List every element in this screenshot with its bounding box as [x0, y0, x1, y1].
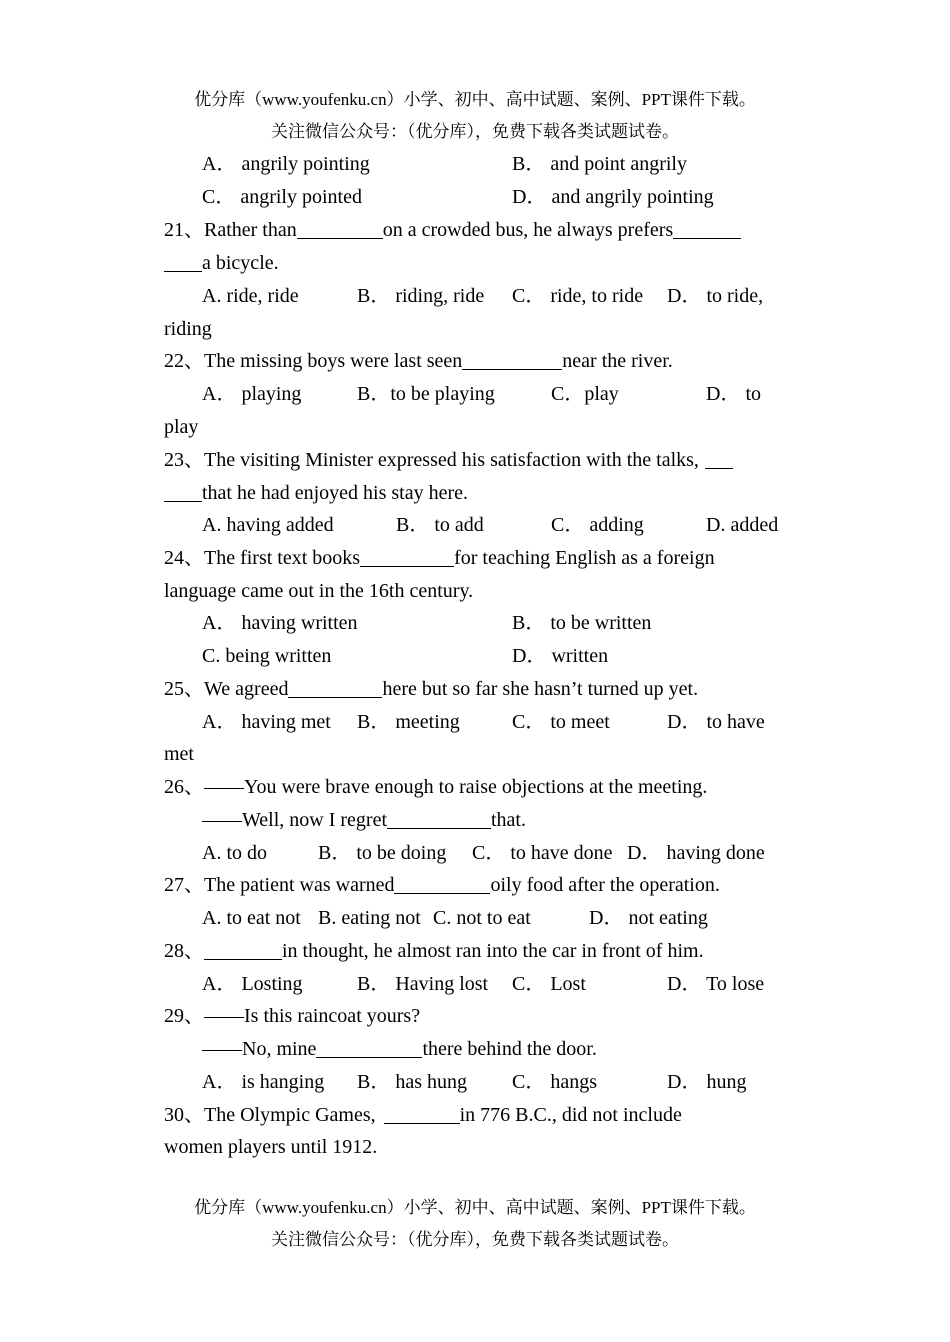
q25-stem: [164, 677, 698, 701]
q23-stem-part-1: The visiting Minister expressed his satisfaction with the talks,: [204, 449, 699, 471]
q23-option-b: B． to add: [396, 514, 484, 536]
q30-stem-continued: women players until 1912.: [164, 1136, 378, 1158]
q23-number: 23、: [164, 449, 204, 471]
header-line-2: 关注微信公众号：（优分库），免费下载各类试题试卷。: [271, 122, 679, 141]
q29-stem-part-1: ——Is this raincoat yours?: [204, 1005, 421, 1027]
q24-option-b: B． to be written: [512, 612, 652, 634]
q24-stem-part-2: for teaching English as a foreign: [454, 547, 715, 569]
q21-stem: [164, 218, 741, 242]
q26-stem-part-1: ——You were brave enough to raise objections at the meeting.: [204, 776, 708, 798]
q24-stem-continued: language came out in the 16th century.: [164, 580, 474, 602]
footer-line-1: 优分库（www.youfenku.cn）小学、初中、高中试题、案例、PPT课件下载。: [194, 1198, 756, 1217]
q29-stem-part-2: ——No, mine: [202, 1038, 317, 1060]
q24-stem-part-1: The first text books: [204, 547, 361, 569]
q29-option-a: A． is hanging: [202, 1071, 325, 1093]
q27-number: 27、: [164, 874, 204, 896]
q24-option-d: D． written: [512, 645, 609, 667]
q27-stem-part-1: The patient was warned: [204, 874, 395, 896]
q27-option-a: A. to eat not: [202, 907, 301, 929]
q26-number: 26、: [164, 776, 204, 798]
q22-option-b: B．to be playing: [357, 383, 495, 405]
q25-option-d-wrap: met: [164, 743, 194, 765]
q22-stem-part-1: The missing boys were last seen: [204, 350, 463, 372]
q20-option-d: D． and angrily pointing: [512, 186, 714, 208]
q21-blank-2: [673, 218, 741, 239]
q21-option-c: C． ride, to ride: [512, 285, 644, 307]
header-line-1: 优分库（www.youfenku.cn）小学、初中、高中试题、案例、PPT课件下载。: [194, 90, 756, 109]
q29-reply: [202, 1037, 597, 1061]
q21-option-b: B． riding, ride: [357, 285, 485, 307]
q29-stem-part-3: there behind the door.: [422, 1038, 597, 1060]
q27-option-d: D． not eating: [589, 907, 708, 929]
q29-blank: [316, 1037, 422, 1058]
q27-stem: [164, 873, 720, 897]
q23-stem-continued: [164, 481, 468, 505]
q30-number: 30、: [164, 1104, 204, 1126]
q26-option-b: B． to be doing: [318, 842, 447, 864]
q28-stem: [164, 939, 704, 963]
q25-option-b: B． meeting: [357, 711, 460, 733]
q25-stem-part-2: here but so far she hasn’t turned up yet.: [382, 678, 699, 700]
q27-option-c: C. not to eat: [433, 907, 531, 929]
q24-stem: [164, 546, 715, 570]
q26-stem-part-2: ——Well, now I regret: [202, 809, 387, 831]
q21-stem-part-1: Rather than: [204, 219, 297, 241]
q21-option-d: D． to ride,: [667, 285, 764, 307]
q21-stem-part-3: a bicycle.: [202, 252, 279, 274]
q25-blank: [288, 677, 382, 698]
q22-option-a: A． playing: [202, 383, 302, 405]
q30-stem-part-1: The Olympic Games,: [204, 1104, 376, 1126]
q26-option-d: D． having done: [627, 842, 765, 864]
q30-stem-part-2: in 776 B.C., did not include: [459, 1104, 682, 1126]
q22-option-d: D． to: [706, 383, 761, 405]
q20-option-c: C． angrily pointed: [202, 186, 362, 208]
q23-option-a: A. having added: [202, 514, 334, 536]
q20-option-b: B． and point angrily: [512, 153, 687, 175]
q22-blank: [462, 349, 562, 370]
q28-blank: [204, 939, 282, 960]
q29-option-c: C． hangs: [512, 1071, 597, 1093]
q28-number: 28、: [164, 940, 204, 962]
q28-option-a: A． Losting: [202, 973, 303, 995]
q24-option-a: A． having written: [202, 612, 358, 634]
q28-stem-part-2: in thought, he almost ran into the car in front of him.: [282, 940, 704, 962]
q30-blank: [384, 1103, 460, 1124]
q27-stem-part-2: oily food after the operation.: [490, 874, 720, 896]
q23-option-c: C． adding: [551, 514, 644, 536]
q21-stem-part-2: on a crowded bus, he always prefers: [382, 219, 674, 241]
q29-number: 29、: [164, 1005, 204, 1027]
q25-option-a: A． having met: [202, 711, 331, 733]
q29-option-b: B． has hung: [357, 1071, 467, 1093]
q26-blank: [387, 808, 491, 829]
q23-option-d: D. added: [706, 514, 779, 536]
q25-stem-part-1: We agreed: [204, 678, 289, 700]
q23-blank-continued: [164, 481, 202, 502]
q20-option-a: A． angrily pointing: [202, 153, 370, 175]
q26-stem: [164, 775, 707, 799]
q28-option-d: D． To lose: [667, 973, 765, 995]
q22-stem-part-2: near the river.: [562, 350, 673, 372]
q21-option-a: A. ride, ride: [202, 285, 299, 307]
q26-reply: [202, 808, 526, 832]
q21-stem-continued: [164, 251, 279, 275]
q29-stem: [164, 1004, 420, 1028]
q23-stem: [164, 448, 733, 472]
q28-option-b: B． Having lost: [357, 973, 489, 995]
q22-stem: [164, 349, 673, 373]
q29-option-d: D． hung: [667, 1071, 747, 1093]
footer-line-2: 关注微信公众号：（优分库），免费下载各类试题试卷。: [271, 1230, 679, 1249]
q30-stem: [164, 1103, 682, 1127]
q23-blank: [705, 448, 733, 469]
q25-option-c: C． to meet: [512, 711, 610, 733]
q22-option-c: C．play: [551, 383, 619, 405]
q22-number: 22、: [164, 350, 204, 372]
q22-option-d-wrap: play: [164, 416, 199, 438]
q21-number: 21、: [164, 219, 204, 241]
q27-blank: [394, 873, 490, 894]
q23-stem-part-2: that he had enjoyed his stay here.: [202, 482, 469, 504]
q21-blank: [297, 218, 383, 239]
q21-blank-2-continued: [164, 251, 202, 272]
q28-option-c: C． Lost: [512, 973, 586, 995]
q25-option-d: D． to have: [667, 711, 765, 733]
q24-number: 24、: [164, 547, 204, 569]
q27-option-b: B. eating not: [318, 907, 421, 929]
q21-option-d-wrap: riding: [164, 318, 212, 340]
q24-blank: [360, 546, 454, 567]
q26-option-c: C． to have done: [472, 842, 613, 864]
q24-option-c: C. being written: [202, 645, 332, 667]
q26-stem-part-3: that.: [491, 809, 526, 831]
q25-number: 25、: [164, 678, 204, 700]
q26-option-a: A. to do: [202, 842, 267, 864]
